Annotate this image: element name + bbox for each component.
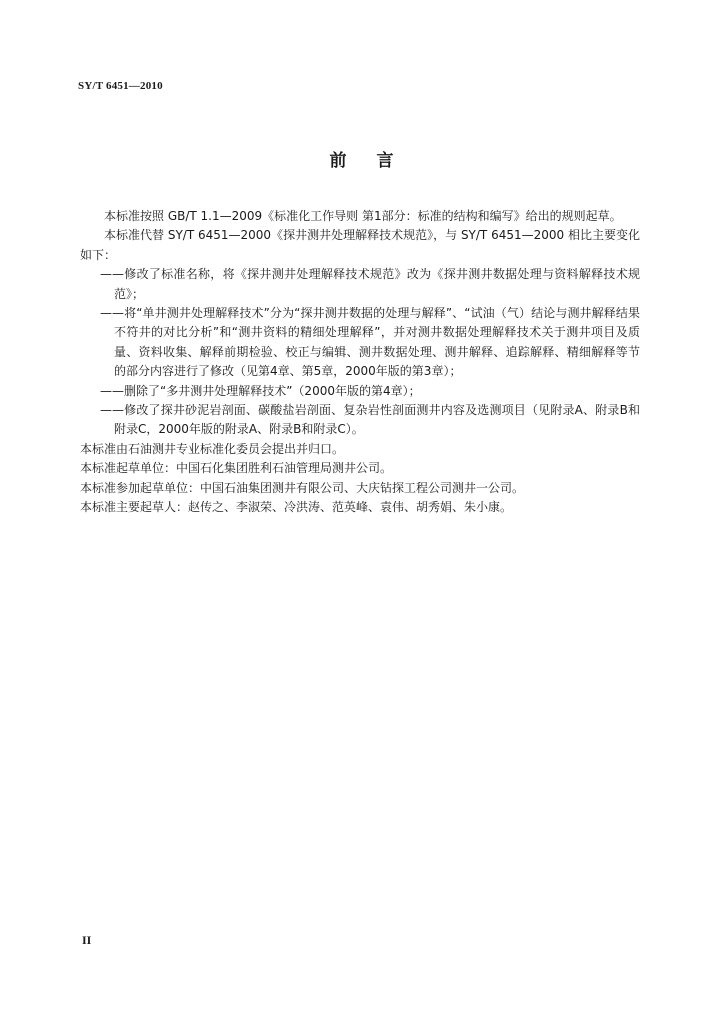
change-item-rename: ——修改了标准名称，将《探井测井处理解释技术规范》改为《探井测井数据处理与资料解释技术规范》； bbox=[100, 267, 640, 301]
page-title: 前 言 bbox=[329, 151, 395, 171]
paragraph-proposer: 本标准由石油测井专业标准化委员会提出并归口。 bbox=[80, 441, 345, 456]
paragraph-drafters: 本标准主要起草人：赵传之、李淑荣、冷洪涛、范英峰、袁伟、胡秀娟、朱小康。 bbox=[80, 500, 513, 515]
paragraph-drafting-unit: 本标准起草单位：中国石化集团胜利石油管理局测井公司。 bbox=[80, 461, 393, 476]
paragraph-replacement: 本标准代替 SY/T 6451—2000《探井测井处理解释技术规范》，与 SY/T 6451—2000 相比主要变化如下： bbox=[80, 228, 640, 262]
change-item-profiles: ——修改了探井砂泥岩剖面、碳酸盐岩剖面、复杂岩性剖面测井内容及选测项目（见附录A、附录B和附录C，2000年版的附录A、附录B和附录C）。 bbox=[100, 403, 640, 437]
change-item-techniques: ——将“单井测井处理解释技术”分为“探井测井数据的处理与解释”、“试油（气）结论与测井解释结果不符井的对比分析”和“测井资料的精细处理解释”，并对测井数据处理解释技术关于测井项目及质量、资料收集、解释前期检验、校正与编辑、测井数据处理、测井解释、追踪解释、精细解释等节的部分内容进行了修改（见第4章、第5章，2000年版的第3章）； bbox=[100, 306, 640, 379]
paragraph-drafting-rules: 本标准按照 GB/T 1.1—2009《标准化工作导则 第1部分：标准的结构和编写》给出的规则起草。 bbox=[104, 209, 622, 223]
paragraph-participating-units: 本标准参加起草单位：中国石油集团测井有限公司、大庆钻探工程公司测井一公司。 bbox=[80, 480, 525, 495]
change-item-deletion: ——删除了“多井测井处理解释技术”（2000年版的第4章）； bbox=[100, 383, 421, 398]
page-number: II bbox=[82, 933, 92, 947]
document-body bbox=[80, 207, 640, 518]
standard-code: SY/T 6451—2010 bbox=[78, 80, 163, 92]
